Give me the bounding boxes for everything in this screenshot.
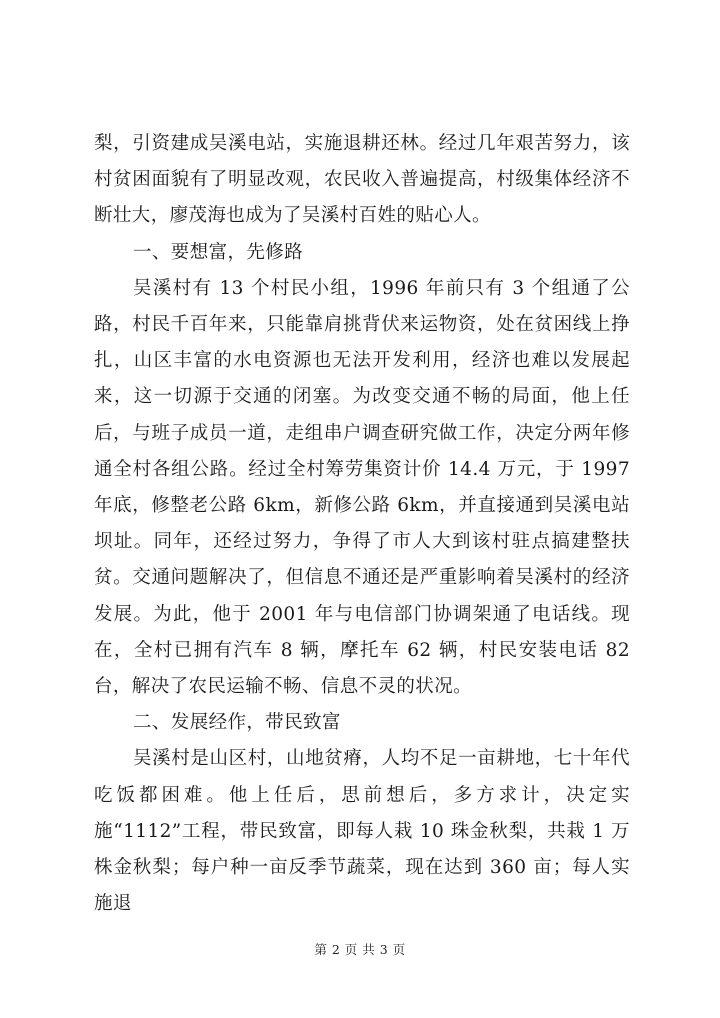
section-heading-economy: 二、发展经作，带民致富 (133, 712, 341, 734)
section-heading-roads: 一、要想富，先修路 (133, 241, 304, 263)
paragraph-continued: 梨，引资建成吴溪电站，实施退耕还林。经过几年艰苦努力，该村贫困面貌有了明显改观，农民收入普遍提高，村级集体经济不断壮大，廖茂海也成为了吴溪村百姓的贴心人。 (94, 133, 630, 227)
paragraph-economy: 吴溪村是山区村，山地贫瘠，人均不足一亩耕地，七十年代吃饭都困难。他上任后，思前想后，多方求计，决定实施“1112”工程，带民致富，即每人栽 10 珠金秋梨，共栽 1 万株金秋梨；每户种一亩反季节蔬菜，现在达到 360 亩；每人实施退 (94, 748, 630, 915)
page-number-footer: 第 2 页 共 3 页 (314, 942, 406, 957)
paragraph-roads: 吴溪村有 13 个村民小组，1996 年前只有 3 个组通了公路，村民千百年来，只能靠肩挑背伏来运物资，处在贫困线上挣扎，山区丰富的水电资源也无法开发利用，经济也难以发展起来，这一切源于交通的闭塞。为改变交通不畅的局面，他上任后，与班子成员一道，走组串户调查研究做工作，决定分两年修通全村各组公路。经过全村筹劳集资计价 14.4 万元，于 1997 年底，修整老公路 6km，新修公路 6km，并直接通到吴溪电站坝址。同年，还经过努力，争得了市人大到该村驻点搞建整扶贫。交通问题解决了，但信息不通还是严重影响着吴溪村的经济发展。为此，他于 2001 年与电信部门协调架通了电话线。现在，全村已拥有汽车 8 辆，摩托车 62 辆，村民安装电话 82 台，解决了农民运输不畅、信息不灵的状况。 (94, 277, 630, 698)
document-body (94, 126, 630, 922)
